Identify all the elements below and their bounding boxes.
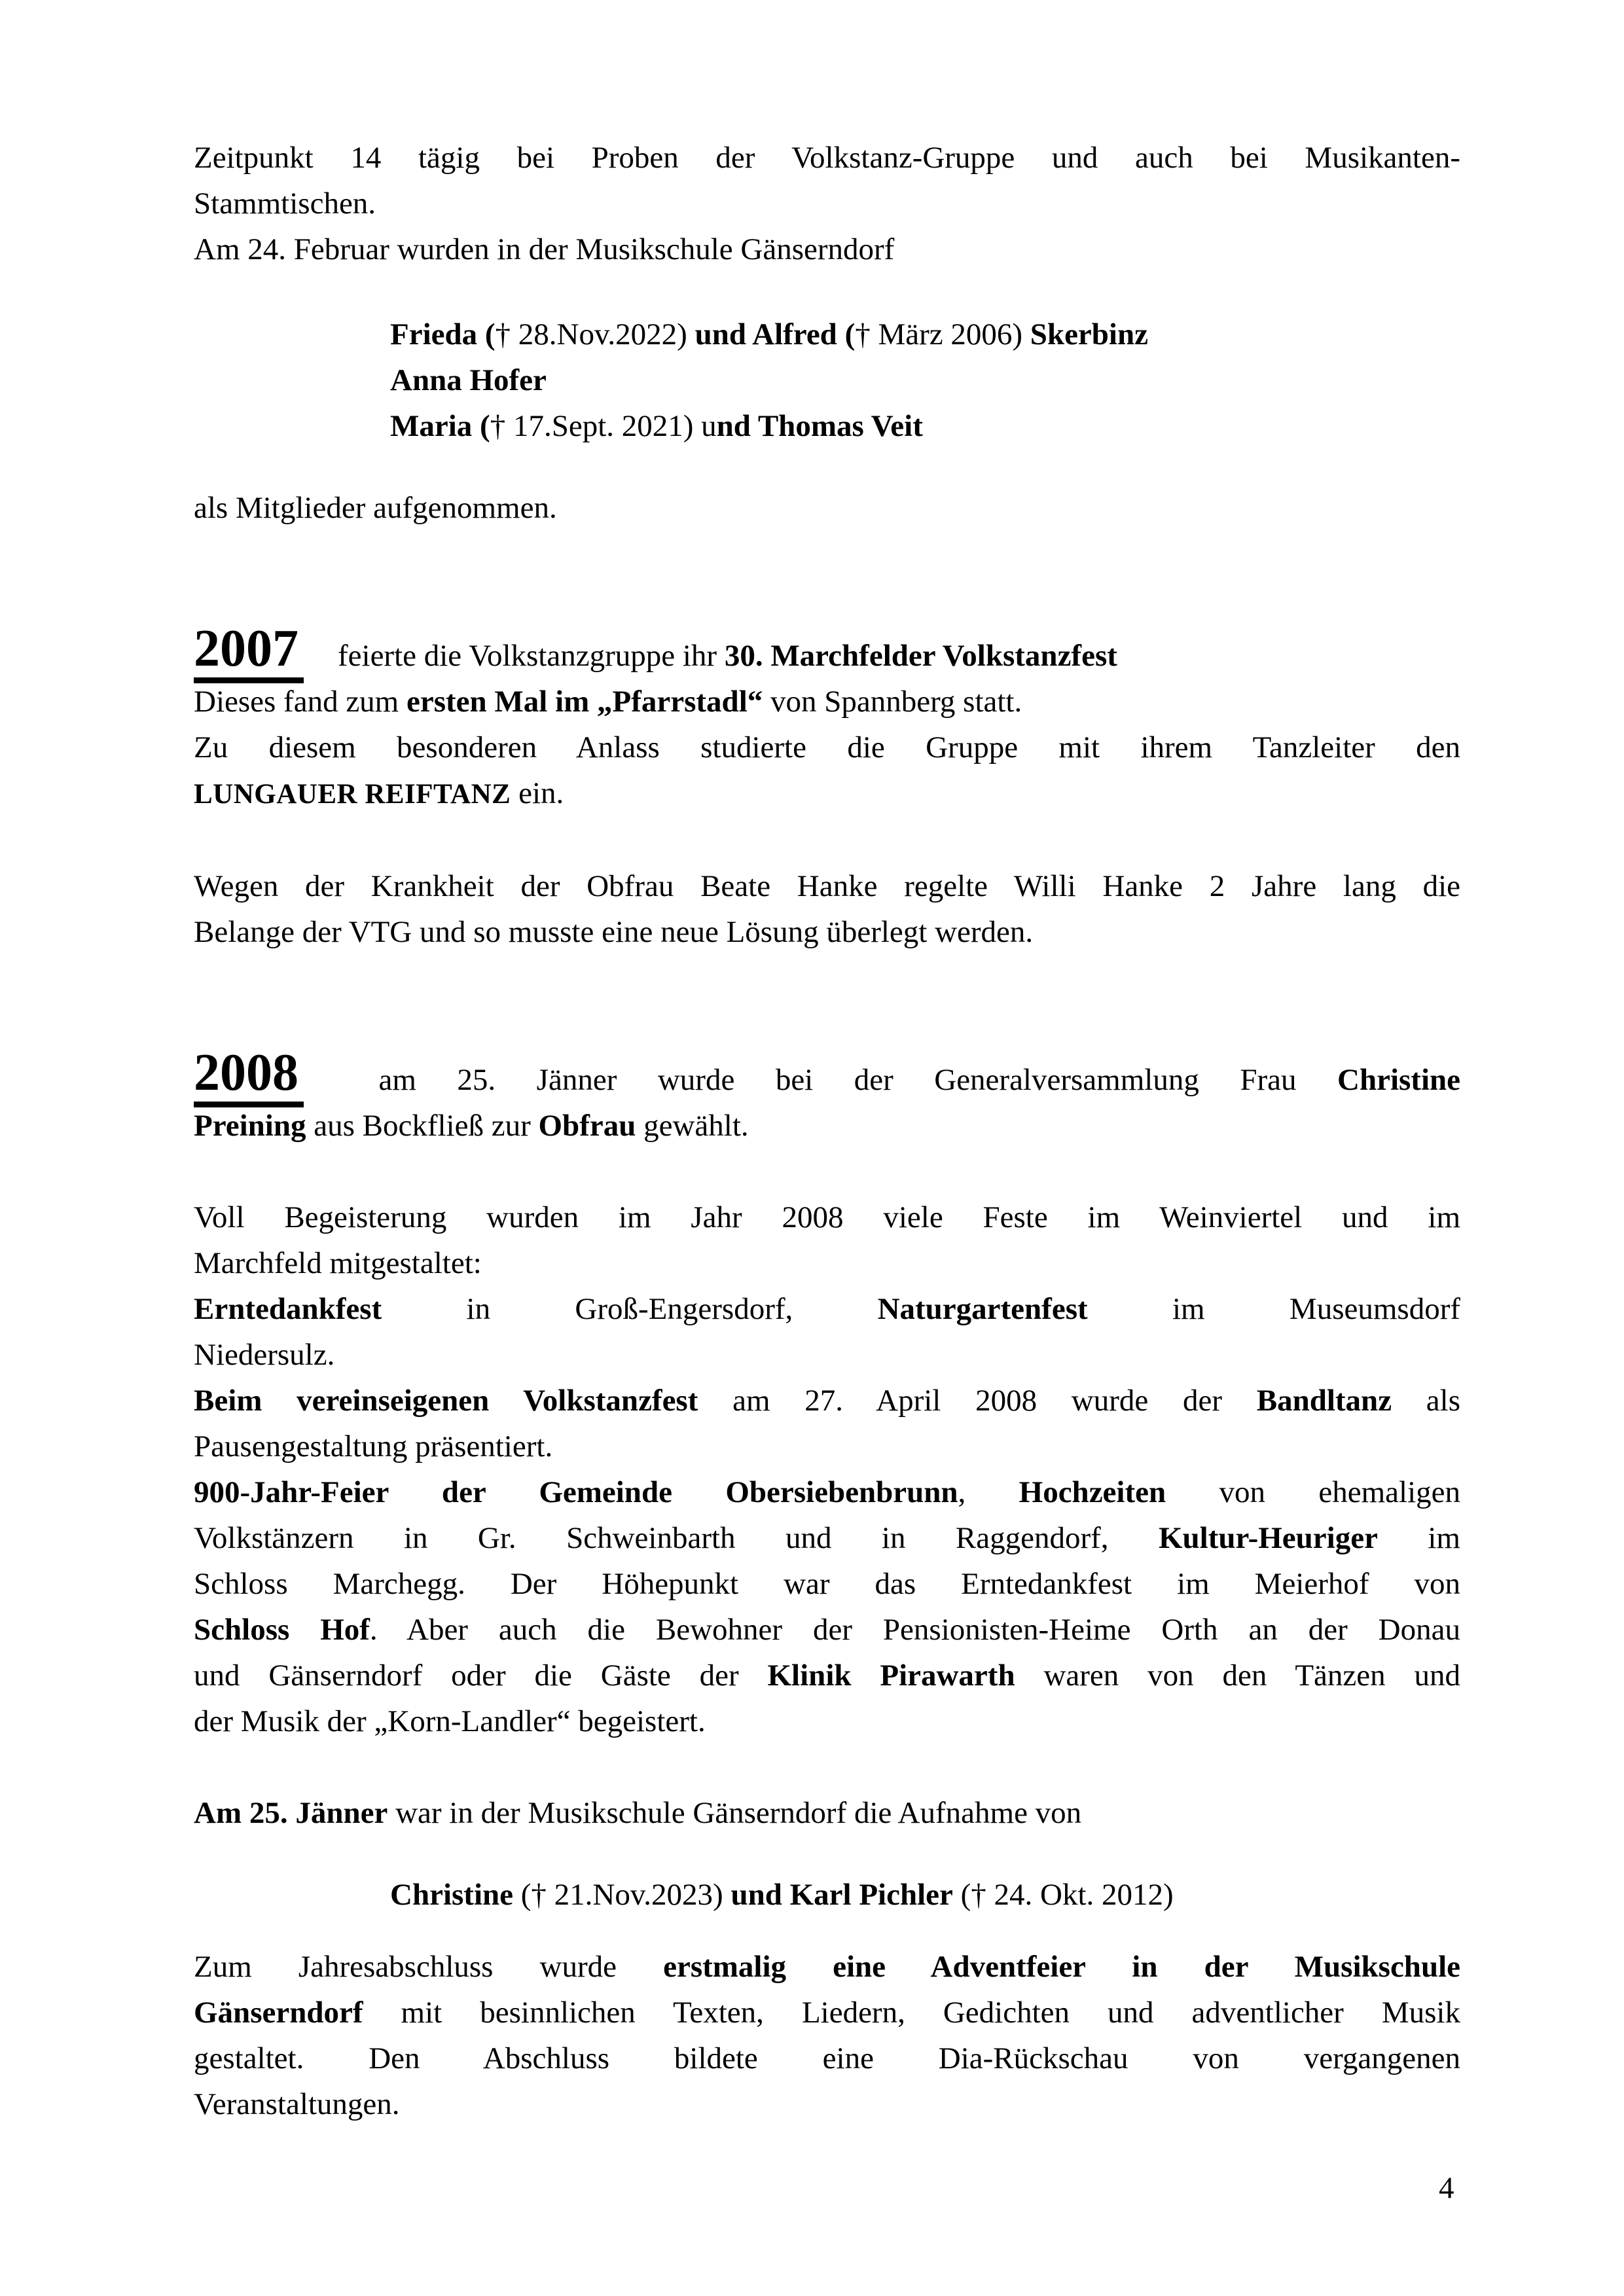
- text-run: Frieda (: [390, 317, 496, 351]
- text-run: Niedersulz.: [194, 1338, 335, 1372]
- text-line: [194, 1944, 1460, 1990]
- text-line: [194, 1698, 1460, 1744]
- text-run: nd Thomas Veit: [716, 409, 923, 443]
- text-run: von ehemaligen: [1166, 1475, 1461, 1509]
- page-number: 4: [1439, 2171, 1454, 2205]
- text-run: Maria (: [390, 409, 490, 443]
- text-line: [194, 1515, 1460, 1561]
- year-heading: 2008: [194, 1044, 304, 1107]
- text-run: Am 24. Februar wurden in der Musikschule Gänserndorf: [194, 232, 895, 266]
- text-run: erstmalig eine Adventfeier in der Musikschule: [663, 1950, 1461, 1984]
- text-run: und Karl Pichler: [731, 1878, 953, 1912]
- paragraph-feste-2008: [194, 1194, 1460, 1744]
- text-run: Anna Hofer: [390, 363, 547, 397]
- text-line: [194, 226, 1460, 272]
- paragraph-intro: [194, 135, 1460, 272]
- text-run: als Mitglieder aufgenommen.: [194, 491, 557, 525]
- text-line: [194, 1790, 1460, 1836]
- text-run: Beim vereinseigenen Volkstanzfest: [194, 1384, 698, 1418]
- text-line: [390, 357, 1460, 403]
- text-run: Belange der VTG und so musste eine neue Lösung überlegt werden.: [194, 915, 1034, 949]
- text-run: Stammtischen.: [194, 187, 376, 221]
- text-line: [194, 181, 1460, 226]
- text-line: [194, 909, 1460, 955]
- text-run: ein.: [511, 776, 564, 810]
- text-run: im: [1377, 1521, 1460, 1555]
- text-line: [390, 1872, 1460, 1918]
- year-heading: 2007: [194, 620, 304, 683]
- text-run: Bandltanz: [1256, 1384, 1392, 1418]
- text-line: [194, 2081, 1460, 2127]
- text-run: Zum Jahresabschluss wurde: [194, 1950, 664, 1984]
- text-line: [194, 679, 1460, 725]
- text-run: aus Bockfließ zur: [306, 1109, 539, 1143]
- text-line: [194, 1332, 1460, 1378]
- text-run: Christine: [1337, 1063, 1460, 1097]
- section-2008: [194, 1044, 1460, 1149]
- text-line: [194, 1044, 1460, 1103]
- text-line: [194, 1103, 1460, 1149]
- text-run: am 27. April 2008 wurde der: [698, 1384, 1257, 1418]
- text-run: Erntedankfest: [194, 1292, 382, 1326]
- section-2007: [194, 620, 1460, 817]
- text-line: [194, 1990, 1460, 2036]
- text-run: Christine: [390, 1878, 513, 1912]
- text-run: ,: [958, 1475, 1019, 1509]
- aufnahme-names-2008: [194, 1872, 1460, 1918]
- text-run: 900-Jahr-Feier der Gemeinde Obersiebenbrunn: [194, 1475, 958, 1509]
- text-run: in Groß-Engersdorf,: [382, 1292, 878, 1326]
- text-run: am 25. Jänner wurde bei der Generalversammlung Frau: [338, 1063, 1337, 1097]
- text-run: der Musik der „Korn-Landler“ begeistert.: [194, 1704, 706, 1738]
- text-line: [194, 1378, 1460, 1424]
- text-run: 30. Marchfelder Volkstanzfest: [724, 639, 1117, 673]
- text-line: [194, 1240, 1460, 1286]
- text-line: [194, 1194, 1460, 1240]
- text-line: [194, 2036, 1460, 2081]
- text-run: Dieses fand zum: [194, 685, 406, 719]
- member-names-2006: [194, 312, 1460, 449]
- text-run: († 24. Okt. 2012): [952, 1878, 1174, 1912]
- text-run: feierte die Volkstanzgruppe ihr: [338, 639, 725, 673]
- paragraph-aufnahme: [194, 1790, 1460, 1836]
- text-run: Schloss Marchegg. Der Höhepunkt war das Erntedankfest im Meierhof von: [194, 1567, 1460, 1601]
- text-run: † März 2006): [855, 317, 1030, 351]
- text-run: waren von den Tänzen und: [1015, 1659, 1460, 1693]
- text-line: [390, 312, 1460, 357]
- text-run: Pausengestaltung präsentiert.: [194, 1429, 553, 1463]
- text-run: Voll Begeisterung wurden im Jahr 2008 viele Feste im Weinviertel und im: [194, 1200, 1460, 1234]
- text-run: († 21.Nov.2023): [513, 1878, 731, 1912]
- text-run: Am 25. Jänner: [194, 1796, 388, 1830]
- text-line: [390, 403, 1460, 449]
- text-line: [194, 1469, 1460, 1515]
- document-content: [194, 135, 1460, 2127]
- text-run: Obfrau: [538, 1109, 636, 1143]
- paragraph-mitglieder: [194, 485, 1460, 531]
- text-run: Volkstänzern in Gr. Schweinbarth und in Raggendorf,: [194, 1521, 1159, 1555]
- text-run: Klinik Pirawarth: [767, 1659, 1015, 1693]
- text-line: [194, 1653, 1460, 1698]
- text-run: war in der Musikschule Gänserndorf die Aufnahme von: [388, 1796, 1082, 1830]
- paragraph-krankheit: [194, 863, 1460, 955]
- text-run: Gänserndorf: [194, 1996, 363, 2030]
- text-run: Skerbinz: [1030, 317, 1148, 351]
- text-line: [194, 725, 1460, 770]
- text-run: † 28.Nov.2022): [495, 317, 695, 351]
- text-run: im Museumsdorf: [1087, 1292, 1460, 1326]
- text-line: [194, 1424, 1460, 1469]
- text-line: [194, 1607, 1460, 1653]
- text-run: † 17.Sept. 2021) u: [490, 409, 717, 443]
- text-run: Kultur-Heuriger: [1158, 1521, 1378, 1555]
- text-line: [194, 863, 1460, 909]
- text-run: Preining: [194, 1109, 306, 1143]
- text-run: und Gänserndorf oder die Gäste der: [194, 1659, 768, 1693]
- text-run: Zeitpunkt 14 tägig bei Proben der Volkstanz-Gruppe und auch bei Musikanten-: [194, 141, 1460, 175]
- text-line: [194, 1286, 1460, 1332]
- text-run: Naturgartenfest: [877, 1292, 1088, 1326]
- text-run: gestaltet. Den Abschluss bildete eine Dia-Rückschau von vergangenen: [194, 2041, 1460, 2075]
- text-run: als: [1392, 1384, 1460, 1418]
- text-run: mit besinnlichen Texten, Liedern, Gedichten und adventlicher Musik: [363, 1996, 1460, 2030]
- text-run: ersten Mal im „Pfarrstadl“: [406, 685, 763, 719]
- paragraph-adventfeier: [194, 1944, 1460, 2127]
- text-run: . Aber auch die Bewohner der Pensionisten-Heime Orth an der Donau: [369, 1613, 1460, 1647]
- text-run: von Spannberg statt.: [763, 685, 1022, 719]
- text-run: Hochzeiten: [1019, 1475, 1166, 1509]
- text-line: [194, 485, 1460, 531]
- text-run: gewählt.: [636, 1109, 749, 1143]
- text-line: [194, 620, 1460, 679]
- text-line: [194, 1561, 1460, 1607]
- text-run: LUNGAUER REIFTANZ: [194, 779, 511, 810]
- text-line: [194, 770, 1460, 817]
- text-run: Marchfeld mitgestaltet:: [194, 1246, 482, 1280]
- text-run: Zu diesem besonderen Anlass studierte die Gruppe mit ihrem Tanzleiter den: [194, 730, 1460, 764]
- text-run: Schloss Hof: [194, 1613, 370, 1647]
- text-run: Veranstaltungen.: [194, 2087, 400, 2121]
- text-line: [194, 135, 1460, 181]
- text-run: Wegen der Krankheit der Obfrau Beate Hanke regelte Willi Hanke 2 Jahre lang die: [194, 869, 1460, 903]
- text-run: und Alfred (: [695, 317, 856, 351]
